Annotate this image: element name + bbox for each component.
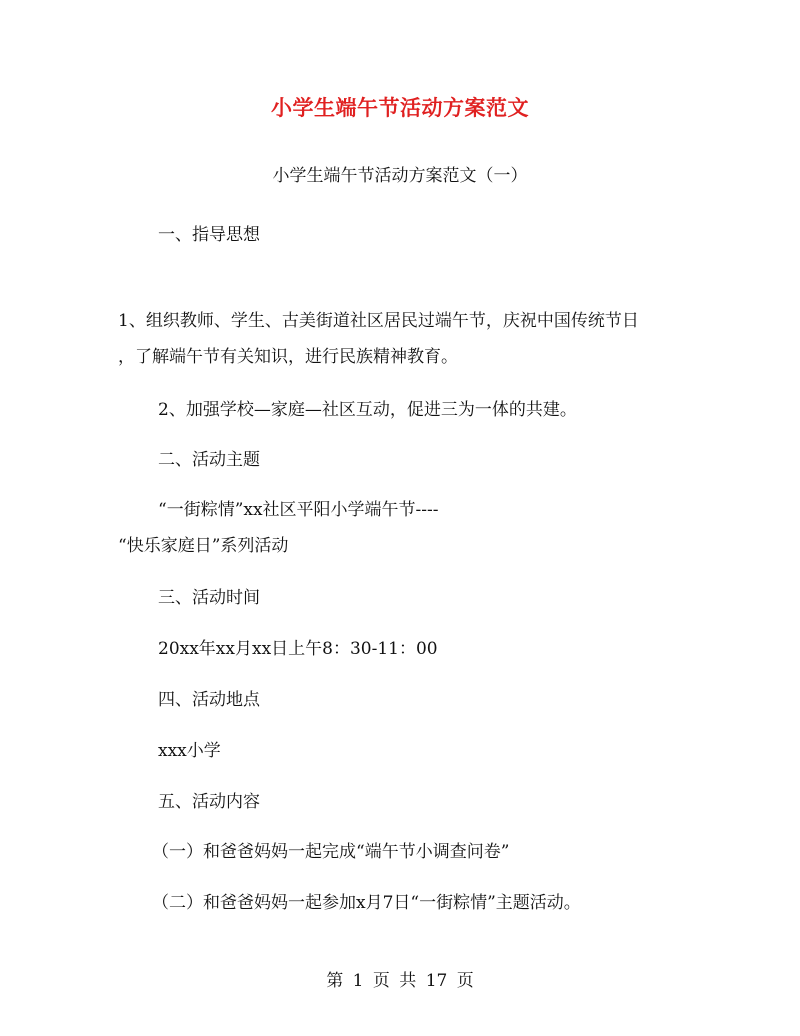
page-footer: 第 1 页 共 17 页 (326, 971, 474, 991)
paragraph-item-2: 2、加强学校—家庭—社区互动，促进三为一体的共建。 (158, 400, 577, 420)
paragraph-item-1-continued: ，了解端午节有关知识，进行民族精神教育。 (118, 347, 458, 367)
section-heading-content: 五、活动内容 (158, 792, 260, 812)
theme-line-2: “快乐家庭日”系列活动 (118, 536, 289, 556)
section-heading-location: 四、活动地点 (158, 690, 260, 710)
activity-time-value: 20xx年xx月xx日上午8：30-11：00 (158, 639, 438, 659)
activity-location-value: xxx小学 (158, 741, 221, 761)
section-heading-time: 三、活动时间 (158, 588, 260, 608)
section-heading-theme: 二、活动主题 (158, 450, 260, 470)
content-item-2: （二）和爸爸妈妈一起参加x月7日“一街粽情”主题活动。 (152, 893, 581, 913)
section-heading-guiding-thought: 一、指导思想 (158, 225, 260, 245)
content-item-1: （一）和爸爸妈妈一起完成“端午节小调查问卷” (152, 842, 510, 862)
paragraph-item-1: 1、组织教师、学生、古美街道社区居民过端午节，庆祝中国传统节日 (118, 311, 639, 331)
theme-line-1: “一街粽情”xx社区平阳小学端午节---- (158, 500, 439, 520)
document-title: 小学生端午节活动方案范文 (271, 95, 529, 120)
document-subtitle: 小学生端午节活动方案范文（一） (272, 166, 528, 186)
